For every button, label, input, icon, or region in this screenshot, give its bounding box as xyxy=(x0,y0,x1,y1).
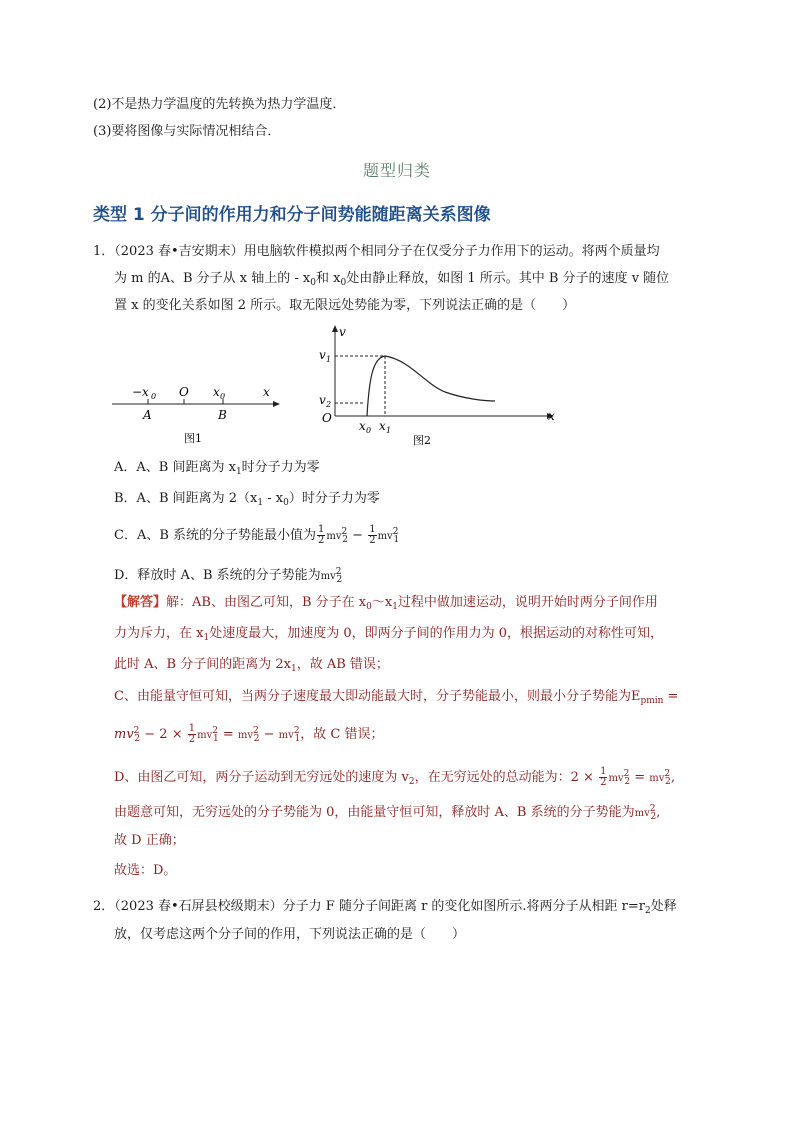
option-b-text: B．A、B 间距离为 2（x xyxy=(114,491,258,506)
answer-l1c: 过程中做加速运动，说明开始时两分子间作用 xyxy=(397,595,658,610)
answer-l2a: 力为斥力，在 x xyxy=(114,626,204,641)
option-b-text3: ）时分子力为零 xyxy=(288,491,380,506)
answer-line-2: 力为斥力，在 $x_1$处速度最大，加速度为 0，即两分子间的作用力为 0，根据运动的对称性可知， xyxy=(114,626,664,643)
answer-l2b: 处速度最大，加速度为 0，即两分子间的作用力为 0，根据运动的对称性可知， xyxy=(209,626,664,641)
answer-tag: 【解答】 xyxy=(114,595,167,610)
fig1-label-neg-x0: −x xyxy=(132,385,149,399)
fig2-label-v1: v xyxy=(319,348,326,362)
fig1-caption: 图1 xyxy=(184,432,202,445)
q1-line2-part3: 处由静止释放，如图 1 所示。其中 B 分子的速度 v 随位 xyxy=(346,271,670,286)
option-c: C．A、B 系统的分子势能最小值为 $\frac{1}{2}$ mv22 − $\frac{1}{2}$ mv21 xyxy=(114,524,400,546)
answer-line-6: D、由图乙可知，两分子运动到无穷远处的速度为 $v_2$，在无穷远处的总动能为：2 × $\frac{1}{2}$ mv22 = mv22, xyxy=(114,766,675,788)
q1-line2: 为 m 的A、B 分子从 x 轴上的 - $x_0$和 $x_0$处由静止释放，如图 1 所示。其中 B 分子的速度 v 随位 xyxy=(114,271,670,288)
answer-l1a: 解：AB、由图乙可知，B 分子在 x xyxy=(166,595,367,610)
option-a-text: A．A、B 间距离为 x xyxy=(114,460,236,475)
option-d: D．释放时 A、B 系统的分子势能为mv22 xyxy=(114,567,343,585)
answer-line-8: 故 D 正确； xyxy=(114,833,185,848)
svg-text:0: 0 xyxy=(366,426,372,435)
figure-2 xyxy=(315,322,560,450)
q1-line3: 置 x 的变化关系如图 2 所示。取无限远处势能为零，下列说法正确的是（ ） xyxy=(114,298,576,313)
fig2-label-x0: x xyxy=(359,419,366,433)
fig2-caption: 图2 xyxy=(413,434,431,447)
answer-l3b: ，故 AB 错误； xyxy=(296,657,389,672)
q2-line1a: 2．（2023 春•石屏县校级期末）分子力 F 随分子间距离 r 的变化如图所示.将两分子从相距 r=r xyxy=(93,899,646,914)
fig1-label-x0: x xyxy=(213,385,220,399)
fig2-label-v: v xyxy=(339,325,346,339)
svg-text:1: 1 xyxy=(386,426,392,435)
q2-line1: 2．（2023 春•石屏县校级期末）分子力 F 随分子间距离 r 的变化如图所示.将两分子从相距 $r=r_2$处释 xyxy=(93,899,677,916)
fig1-label-x: x xyxy=(263,385,270,399)
type-heading: 类型 1 分子间的作用力和分子间势能随距离关系图像 xyxy=(93,205,491,225)
svg-text:2: 2 xyxy=(326,400,332,409)
answer-line-4: C、由能量守恒可知，当两分子速度最大即动能最大时，分子势能最小，则最小分子势能为$E_{pmin}$ = xyxy=(114,689,679,706)
fig1-label-A: A xyxy=(143,408,152,422)
option-b-text2: - x xyxy=(263,491,284,506)
answer-l6a: D、由图乙可知，两分子运动到无穷远处的速度为 v xyxy=(114,770,409,785)
svg-text:0: 0 xyxy=(220,392,226,401)
answer-line-5: $mv^2_2 - 2$ × $\frac{1}{2}$ mv21 = mv22 − mv21，故 C 错误； xyxy=(114,723,384,745)
svg-text:0: 0 xyxy=(151,392,157,401)
q2-line2: 放，仅考虑这两个分子间的作用，下列说法正确的是（ ） xyxy=(114,927,466,942)
answer-l5b: ，故 C 错误； xyxy=(300,727,384,742)
svg-text:1: 1 xyxy=(326,355,332,364)
q1-line1: 1．（2023 春•吉安期末）用电脑软件模拟两个相同分子在仅受分子力作用下的运动。将两个质量均 xyxy=(93,244,660,259)
answer-line-1: 【解答】解：AB、由图乙可知，B 分子在 $x_0\sim x_1$过程中做加速运动，说明开始时两分子间作用 xyxy=(114,595,658,612)
note-3: (3)要将图像与实际情况相结合． xyxy=(93,124,281,139)
option-b: B．A、B 间距离为 $2(x_1 - x_0)$时分子力为零 xyxy=(114,491,380,508)
option-a-text2: 时分子力为零 xyxy=(241,460,320,475)
answer-l6b: ，在无穷远处的总动能为：2 × xyxy=(414,770,594,785)
q1-line2-part1: 为 m 的A、B 分子从 x 轴上的 - x xyxy=(114,271,311,286)
answer-l1b: ～x xyxy=(371,595,393,610)
answer-line-9: 故选：D。 xyxy=(114,863,177,878)
answer-l7a: 由题意可知，无穷远处的分子势能为 0，由能量守恒可知，释放时 A、B 系统的分子势能为 xyxy=(114,805,635,820)
option-d-text: D．释放时 A、B 系统的分子势能为 xyxy=(114,568,321,583)
fig2-label-x: x xyxy=(548,409,555,423)
fig2-label-v2: v xyxy=(319,393,326,407)
fig2-label-x1: x xyxy=(379,419,386,433)
answer-line-3: 此时 A、B 分子间的距离为 $2x_1$，故 AB 错误； xyxy=(114,657,389,674)
answer-line-7: 由题意可知，无穷远处的分子势能为 0，由能量守恒可知，释放时 A、B 系统的分子势能为mv22, xyxy=(114,804,661,822)
section-title: 题型归类 xyxy=(362,161,431,180)
answer-l4b: = xyxy=(663,689,679,704)
fig1-label-B: B xyxy=(218,408,227,422)
q1-line2-part2: 和 x xyxy=(316,271,341,286)
figure-1 xyxy=(108,352,288,447)
fig1-label-O: O xyxy=(179,385,189,399)
option-c-text: C．A、B 系统的分子势能最小值为 xyxy=(114,528,317,543)
q2-line1b: 处释 xyxy=(650,899,677,914)
answer-l4a: C、由能量守恒可知，当两分子速度最大即动能最大时，分子势能最小，则最小分子势能为E xyxy=(114,689,641,704)
fig2-label-O: O xyxy=(322,411,332,425)
answer-l3a: 此时 A、B 分子间的距离为 2x xyxy=(114,657,291,672)
option-a: A．A、B 间距离为 $x_1$时分子力为零 xyxy=(114,460,320,477)
note-2: (2)不是热力学温度的先转换为热力学温度． xyxy=(93,97,346,112)
